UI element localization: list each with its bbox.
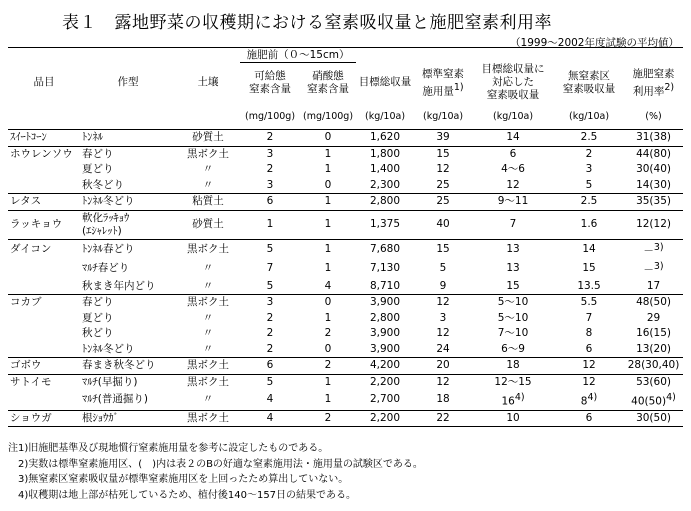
cell-type: 軟化ﾗｯｷｮｳ (ｴｼｬﾚｯﾄ) — [80, 210, 176, 239]
table-row — [8, 279, 683, 295]
cell-soil: 〃 — [202, 311, 214, 324]
header-sakugata: 作型 — [117, 76, 139, 89]
cell-soil: 砂質土 — [176, 130, 240, 147]
cell-soil: 粘質土 — [176, 194, 240, 211]
cell-absorb: 18 — [472, 358, 554, 375]
cell-yield: 4,200 — [356, 358, 414, 375]
table-row — [8, 130, 683, 147]
table-row — [8, 326, 683, 342]
cell-absorb: 4～6 — [501, 163, 525, 176]
header-hyojun: 標準窒素 施用量$^{1)}$ — [422, 67, 465, 97]
cell-rate: 13(20) — [636, 342, 671, 355]
cell-non: 2 — [554, 146, 624, 162]
cell-type: 春どり — [80, 295, 176, 311]
cell-kakyu: 5 — [240, 239, 300, 259]
cell-type: ﾄﾝﾈﾙ冬どり — [82, 342, 135, 355]
cell-type: 夏どり — [82, 311, 114, 324]
cell-rate: 12(12) — [624, 210, 683, 239]
table-body — [8, 130, 683, 427]
cell-kakyu: 7 — [266, 262, 274, 275]
cell-shosan: 1 — [300, 194, 356, 211]
data-table — [8, 47, 683, 427]
cell-non: 2.5 — [554, 130, 624, 147]
cell-kakyu: 4 — [266, 393, 274, 406]
cell-rate: 28(30,40) — [624, 358, 683, 375]
cell-shosan: 1 — [324, 163, 332, 176]
cell-rate: 17 — [646, 279, 661, 292]
cell-soil: 黒ボク土 — [176, 374, 240, 390]
cell-absorb: 9～11 — [472, 194, 554, 211]
cell-crop — [8, 178, 80, 194]
header-taio: 目標総収量に 対応した 窒素吸収量 — [481, 63, 545, 102]
table-row — [8, 210, 683, 239]
cell-non: 6 — [554, 410, 624, 427]
cell-rate: 31(38) — [624, 130, 683, 147]
cell-kakyu: 3 — [240, 295, 300, 311]
cell-absorb: 12 — [506, 178, 520, 191]
cell-yield: 1,400 — [369, 163, 401, 176]
cell-yield: 2,200 — [356, 410, 414, 427]
cell-shosan: 1 — [300, 239, 356, 259]
cell-rate: 48(50) — [624, 295, 683, 311]
cell-kakyu: 2 — [266, 327, 274, 340]
cell-shosan: 1 — [324, 262, 332, 275]
cell-absorb: 13 — [472, 239, 554, 259]
cell-absorb: 6 — [472, 146, 554, 162]
cell-crop: レタス — [8, 194, 80, 211]
cell-yield: 2,800 — [356, 194, 414, 211]
cell-rate: －$^{3)}$ — [624, 239, 683, 259]
cell-yield: 1,375 — [356, 210, 414, 239]
cell-shosan: 2 — [300, 410, 356, 427]
cell-soil: 〃 — [202, 327, 214, 340]
cell-std: 22 — [414, 410, 472, 427]
cell-rate: $40(50)^{4)}$ — [631, 392, 676, 408]
cell-type: 春どり — [80, 146, 176, 162]
cell-type: ﾄﾝﾈﾙ冬どり — [80, 194, 176, 211]
cell-soil: 黒ボク土 — [176, 146, 240, 162]
cell-yield: 1,620 — [356, 130, 414, 147]
cell-rate: 16(15) — [636, 327, 671, 340]
cell-crop — [8, 342, 80, 358]
table-title: 表１ 露地野菜の収穫期における窒素吸収量と施肥窒素利用率 — [62, 13, 552, 33]
cell-crop — [8, 279, 80, 295]
cell-crop — [8, 326, 80, 342]
cell-crop — [8, 162, 80, 178]
table-row — [8, 178, 683, 194]
cell-std: 9 — [439, 279, 447, 292]
table-row — [8, 358, 683, 375]
cell-crop: ゴボウ — [8, 358, 80, 375]
header-hinmoku: 品目 — [33, 76, 55, 89]
unit-mokuhyo: (kg/10a) — [356, 103, 414, 130]
cell-yield: 2,200 — [356, 374, 414, 390]
cell-non: 13.5 — [577, 279, 601, 292]
cell-absorb: 12～15 — [472, 374, 554, 390]
table-row — [8, 342, 683, 358]
header-dojo: 土壌 — [197, 76, 219, 89]
cell-std: 25 — [436, 178, 450, 191]
cell-shosan: 1 — [300, 146, 356, 162]
cell-shosan: 0 — [324, 178, 332, 191]
cell-rate: 30(50) — [624, 410, 683, 427]
cell-non: 8$^{4)}$ — [580, 392, 598, 408]
cell-shosan: 2 — [324, 327, 332, 340]
cell-absorb: 14 — [472, 130, 554, 147]
table-row — [8, 194, 683, 211]
cell-shosan: 1 — [324, 393, 332, 406]
unit-taio: (kg/10a) — [472, 103, 554, 130]
cell-shosan: 0 — [300, 130, 356, 147]
cell-kakyu: 1 — [240, 210, 300, 239]
cell-crop: ｽｲｰﾄｺｰﾝ — [8, 130, 80, 147]
cell-non: 12 — [554, 358, 624, 375]
table-row — [8, 162, 683, 178]
cell-std: 3 — [439, 311, 447, 324]
cell-yield: 3,900 — [369, 342, 401, 355]
cell-non: 7 — [585, 311, 593, 324]
cell-soil: 〃 — [202, 178, 214, 191]
table-subtitle: （1999～2002年度試験の平均値） — [510, 37, 679, 49]
footnote-line: 4)収穫期は地上部が枯死しているため、植付後140～157日の結果である。 — [8, 489, 357, 501]
unit-muchiso: (kg/10a) — [554, 103, 624, 130]
cell-std: 12 — [414, 374, 472, 390]
cell-shosan: 2 — [300, 358, 356, 375]
cell-type: 夏どり — [82, 163, 114, 176]
table-row — [8, 374, 683, 390]
cell-kakyu: 3 — [240, 146, 300, 162]
cell-soil: 砂質土 — [176, 210, 240, 239]
cell-kakyu: 2 — [266, 311, 274, 324]
cell-kakyu: 3 — [266, 178, 274, 191]
footnote-line: 2)実数は標準窒素施用区、( )内は表２のBの好適な窒素施用法・施用量の試験区である。 — [8, 458, 423, 470]
cell-soil: 黒ボク土 — [176, 358, 240, 375]
unit-hyojun: (kg/10a) — [414, 103, 472, 130]
cell-absorb: 15 — [506, 279, 520, 292]
cell-std: 39 — [414, 130, 472, 147]
unit-kakyu: (mg/100g) — [240, 103, 300, 130]
cell-crop — [8, 390, 80, 410]
cell-shosan: 4 — [324, 279, 332, 292]
header-units-row — [8, 103, 683, 130]
header-row-1 — [8, 48, 683, 63]
header-mokuhyo: 目標総収量 — [358, 76, 412, 89]
cell-absorb: 5～10 — [497, 311, 529, 324]
cell-soil: 黒ボク土 — [176, 295, 240, 311]
cell-type: ﾄﾝﾈﾙ — [80, 130, 176, 147]
cell-non: 5.5 — [554, 295, 624, 311]
cell-non: 12 — [554, 374, 624, 390]
cell-absorb: 7～10 — [497, 327, 529, 340]
cell-rate: 44(80) — [624, 146, 683, 162]
cell-absorb: 16$^{4)}$ — [501, 392, 525, 408]
cell-soil: 黒ボク土 — [176, 410, 240, 427]
cell-non: 3 — [585, 163, 593, 176]
cell-crop — [8, 311, 80, 327]
cell-crop — [8, 259, 80, 279]
cell-soil: 〃 — [202, 342, 214, 355]
cell-std: 24 — [436, 342, 450, 355]
cell-type: ﾄﾝﾈﾙ春どり — [80, 239, 176, 259]
cell-yield: 2,700 — [369, 393, 401, 406]
cell-std: 40 — [414, 210, 472, 239]
cell-absorb: 13 — [506, 262, 520, 275]
header-riyo: 施肥窒素 利用率$^{2)}$ — [632, 67, 675, 97]
cell-soil: 〃 — [202, 279, 214, 292]
cell-crop: サトイモ — [8, 374, 80, 390]
table-row — [8, 239, 683, 259]
table-row — [8, 146, 683, 162]
cell-type: 根ｼｮｳｶﾞ — [80, 410, 176, 427]
cell-std: 12 — [436, 163, 450, 176]
cell-kakyu: 2 — [266, 342, 274, 355]
cell-rate: 53(60) — [624, 374, 683, 390]
cell-crop: ダイコン — [8, 239, 80, 259]
cell-non: 5 — [585, 178, 593, 191]
cell-std: 12 — [436, 327, 450, 340]
table-row — [8, 311, 683, 327]
cell-non: 15 — [582, 262, 596, 275]
cell-type: 秋どり — [82, 327, 114, 340]
cell-std: 20 — [414, 358, 472, 375]
unit-riyo: (%) — [624, 103, 683, 130]
cell-kakyu: 6 — [240, 194, 300, 211]
cell-shosan: 1 — [324, 311, 332, 324]
header-kakyu: 可給態 窒素含量 — [249, 70, 292, 95]
cell-soil: 〃 — [202, 262, 214, 275]
cell-yield: 3,900 — [356, 295, 414, 311]
cell-yield: 8,710 — [369, 279, 401, 292]
cell-absorb: 7 — [472, 210, 554, 239]
cell-kakyu: 4 — [240, 410, 300, 427]
header-sehi-mae: 施肥前（０～15cm） — [240, 48, 356, 63]
header-shosan: 硝酸態 窒素含量 — [307, 70, 350, 95]
cell-kakyu: 2 — [266, 163, 274, 176]
cell-absorb: 5～10 — [472, 295, 554, 311]
header-row-2 — [8, 63, 683, 104]
cell-yield: 2,800 — [369, 311, 401, 324]
cell-kakyu: 2 — [240, 130, 300, 147]
cell-non: 2.5 — [554, 194, 624, 211]
cell-type: ﾏﾙﾁ(早掘り) — [80, 374, 176, 390]
cell-std: 12 — [414, 295, 472, 311]
cell-non: 1.6 — [554, 210, 624, 239]
cell-yield: 3,900 — [369, 327, 401, 340]
cell-rate: －$^{3)}$ — [643, 261, 664, 277]
table-row — [8, 295, 683, 311]
cell-std: 25 — [414, 194, 472, 211]
cell-yield: 7,680 — [356, 239, 414, 259]
cell-type: 秋冬どり — [82, 178, 124, 191]
cell-soil: 〃 — [202, 393, 214, 406]
table-row — [8, 259, 683, 279]
cell-std: 5 — [439, 262, 447, 275]
cell-non: 6 — [585, 342, 593, 355]
footnote-line: 注1)旧施肥基準及び現地慣行窒素施用量を参考に設定したものである。 — [8, 443, 329, 454]
cell-absorb: 10 — [472, 410, 554, 427]
cell-crop: ショウガ — [8, 410, 80, 427]
cell-shosan: 0 — [300, 295, 356, 311]
cell-non: 8 — [585, 327, 593, 340]
table-row — [8, 410, 683, 427]
cell-crop: ラッキョウ — [8, 210, 80, 239]
cell-type: ﾏﾙﾁ春どり — [82, 262, 130, 275]
cell-shosan: 1 — [300, 374, 356, 390]
cell-rate: 14(30) — [636, 178, 671, 191]
cell-soil: 〃 — [202, 163, 214, 176]
cell-yield: 1,800 — [356, 146, 414, 162]
cell-kakyu: 6 — [240, 358, 300, 375]
cell-crop: コカブ — [8, 295, 80, 311]
footnotes — [8, 441, 423, 503]
cell-soil: 黒ボク土 — [176, 239, 240, 259]
cell-rate: 35(35) — [624, 194, 683, 211]
cell-kakyu: 5 — [240, 374, 300, 390]
unit-shosan: (mg/100g) — [300, 103, 356, 130]
cell-kakyu: 5 — [266, 279, 274, 292]
cell-crop: ホウレンソウ — [8, 146, 80, 162]
cell-absorb: 6～9 — [501, 342, 525, 355]
cell-shosan: 0 — [324, 342, 332, 355]
table-row — [8, 390, 683, 410]
cell-shosan: 1 — [300, 210, 356, 239]
header-muchiso: 無窒素区 窒素吸収量 — [562, 69, 616, 95]
cell-rate: 30(40) — [636, 163, 671, 176]
cell-type: 秋まき年内どり — [82, 279, 156, 292]
cell-type: ﾏﾙﾁ(普通掘り) — [82, 393, 148, 406]
cell-yield: 7,130 — [369, 262, 401, 275]
cell-std: 18 — [436, 393, 450, 406]
cell-rate: 29 — [646, 311, 661, 324]
footnote-line: 3)無窒素区窒素吸収量が標準窒素施用区を上回ったため算出していない。 — [8, 474, 349, 485]
cell-yield: 2,300 — [369, 178, 401, 191]
cell-non: 14 — [554, 239, 624, 259]
cell-std: 15 — [414, 146, 472, 162]
cell-type: 春まき秋冬どり — [80, 358, 176, 375]
cell-std: 15 — [414, 239, 472, 259]
